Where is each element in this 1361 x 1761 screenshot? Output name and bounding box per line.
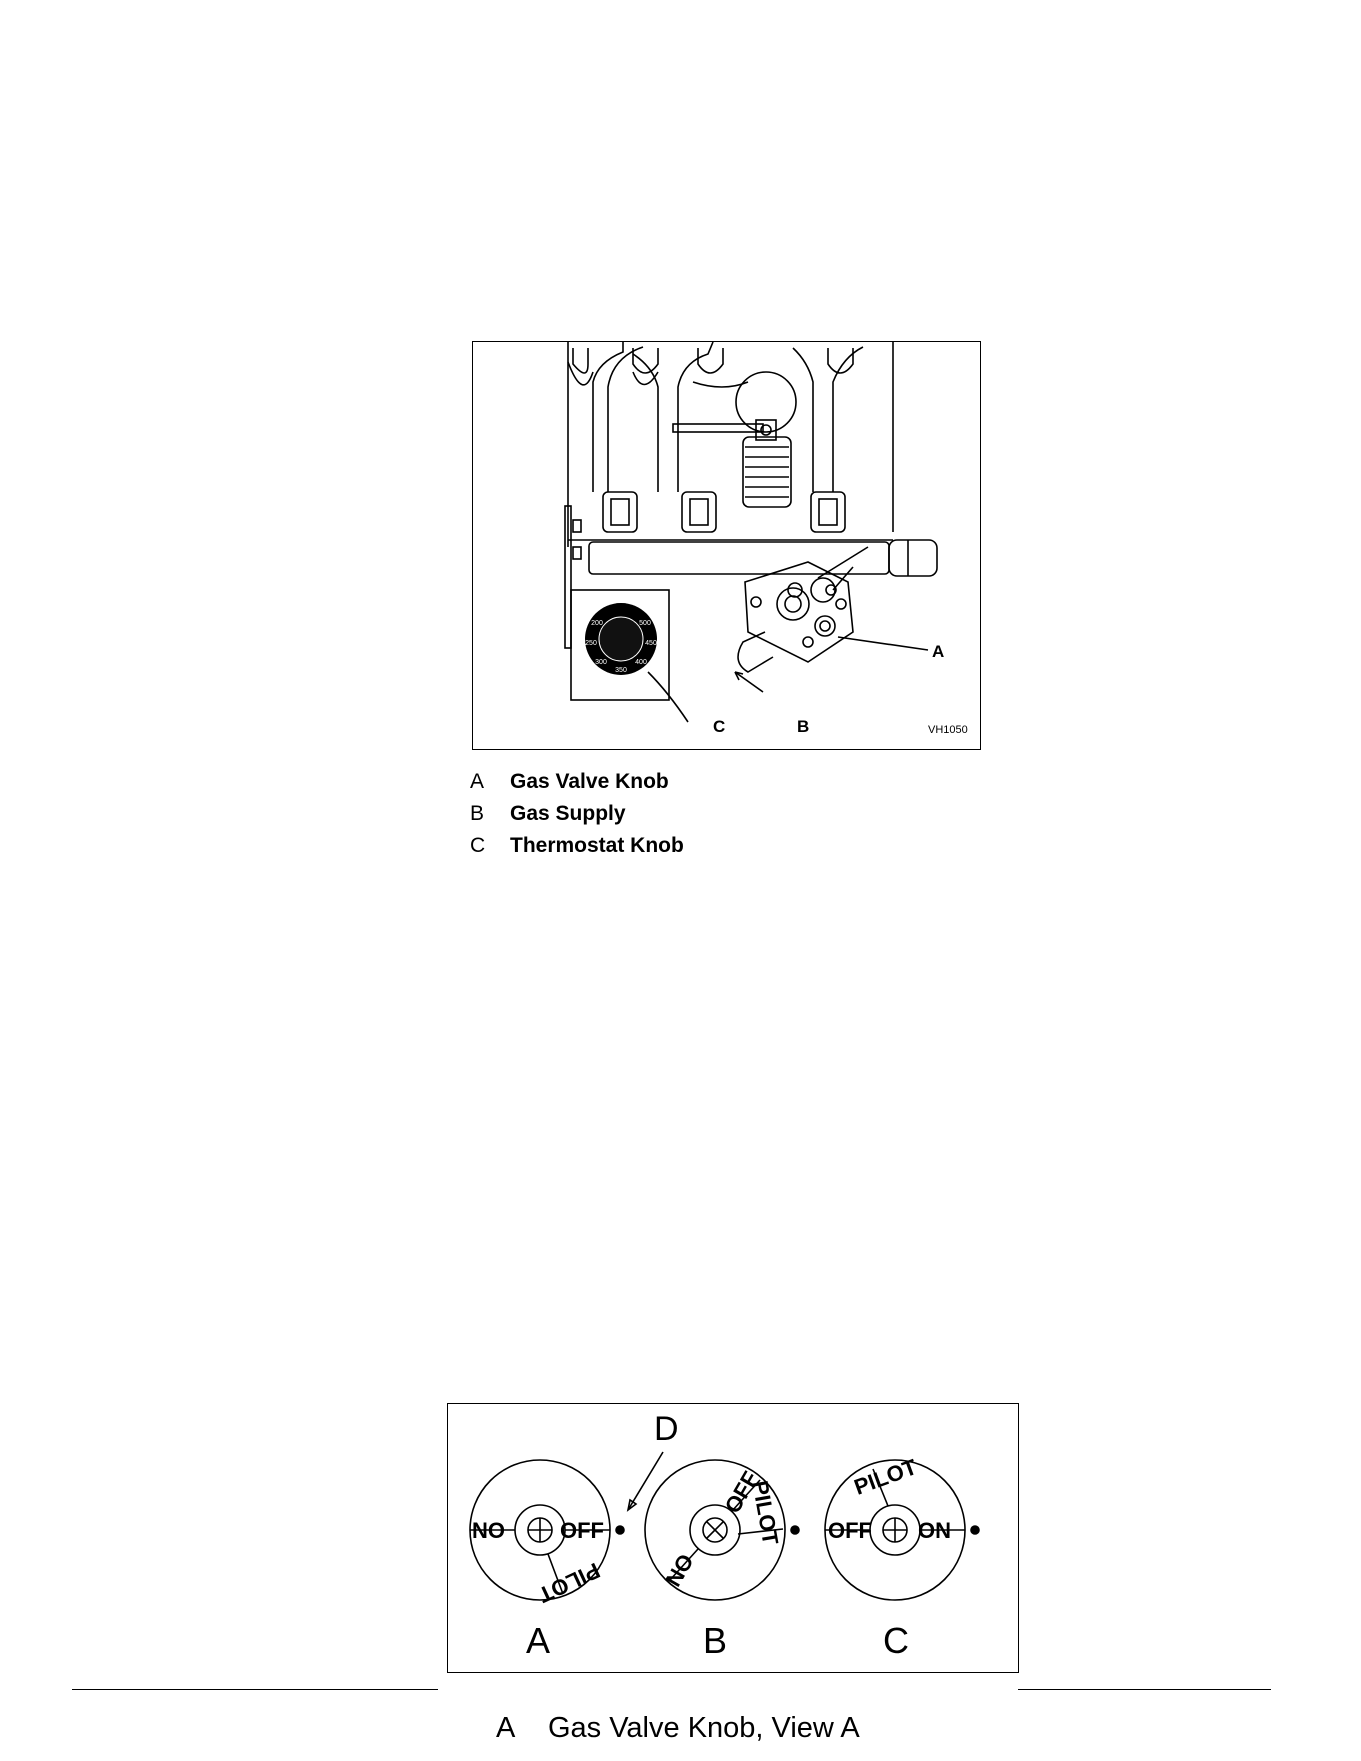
legend-item <box>470 830 684 862</box>
dial-mark: 450 <box>645 640 657 647</box>
legend-label: Gas Valve Knob <box>510 770 669 793</box>
legend-letter: B <box>470 802 485 825</box>
knob-c-right-text: ON <box>918 1518 951 1543</box>
callout-b: B <box>797 717 810 736</box>
knob-a-right-text: OFF <box>560 1518 604 1543</box>
legend-label: Gas Supply <box>510 802 626 825</box>
knob-c-left-text: OFF <box>828 1518 872 1543</box>
dial-mark: 350 <box>615 667 627 674</box>
knob-c-arc-text: PILOT <box>850 1454 921 1500</box>
figure-id: VH1050 <box>928 724 968 736</box>
view-letter-b: B <box>703 1620 728 1661</box>
legend-label: Gas Valve Knob, View A <box>548 1711 860 1744</box>
dial-mark-off: OFF <box>613 607 629 616</box>
legend-letter: C <box>470 834 486 857</box>
legend-item <box>470 798 684 830</box>
view-letter-a: A <box>526 1620 551 1661</box>
view-letter-c: C <box>883 1620 909 1661</box>
knob-b-left-text: NO <box>660 1549 699 1591</box>
figure2-legend <box>496 1708 860 1748</box>
dial-mark: 200 <box>591 620 603 627</box>
dial-mark: 500 <box>639 620 651 627</box>
legend-label: Thermostat Knob <box>510 834 684 857</box>
legend-item <box>470 766 684 798</box>
knob-a-arc-text: PILOT <box>534 1557 604 1608</box>
dial-mark: 250 <box>585 640 597 647</box>
knob-b-right-text: OFF <box>719 1466 764 1518</box>
knob-a-left-text: NO <box>472 1518 505 1543</box>
dial-mark: 300 <box>595 659 607 666</box>
dial-mark: 400 <box>635 659 647 666</box>
gas-valve-knob-views-figure <box>447 1403 1019 1673</box>
section-divider-right <box>1018 1689 1271 1690</box>
legend-item <box>496 1708 860 1748</box>
callout-a: A <box>932 642 945 661</box>
legend-letter: A <box>470 770 485 793</box>
burner-assembly-drawing <box>473 342 982 751</box>
legend-letter: A <box>496 1711 516 1744</box>
callout-d: D <box>654 1410 679 1448</box>
section-divider-left <box>72 1689 438 1690</box>
callout-c: C <box>713 717 726 736</box>
knob-b-arc-text: PILOT <box>747 1478 784 1547</box>
gas-valve-location-figure <box>472 341 981 750</box>
figure1-legend <box>470 766 684 862</box>
